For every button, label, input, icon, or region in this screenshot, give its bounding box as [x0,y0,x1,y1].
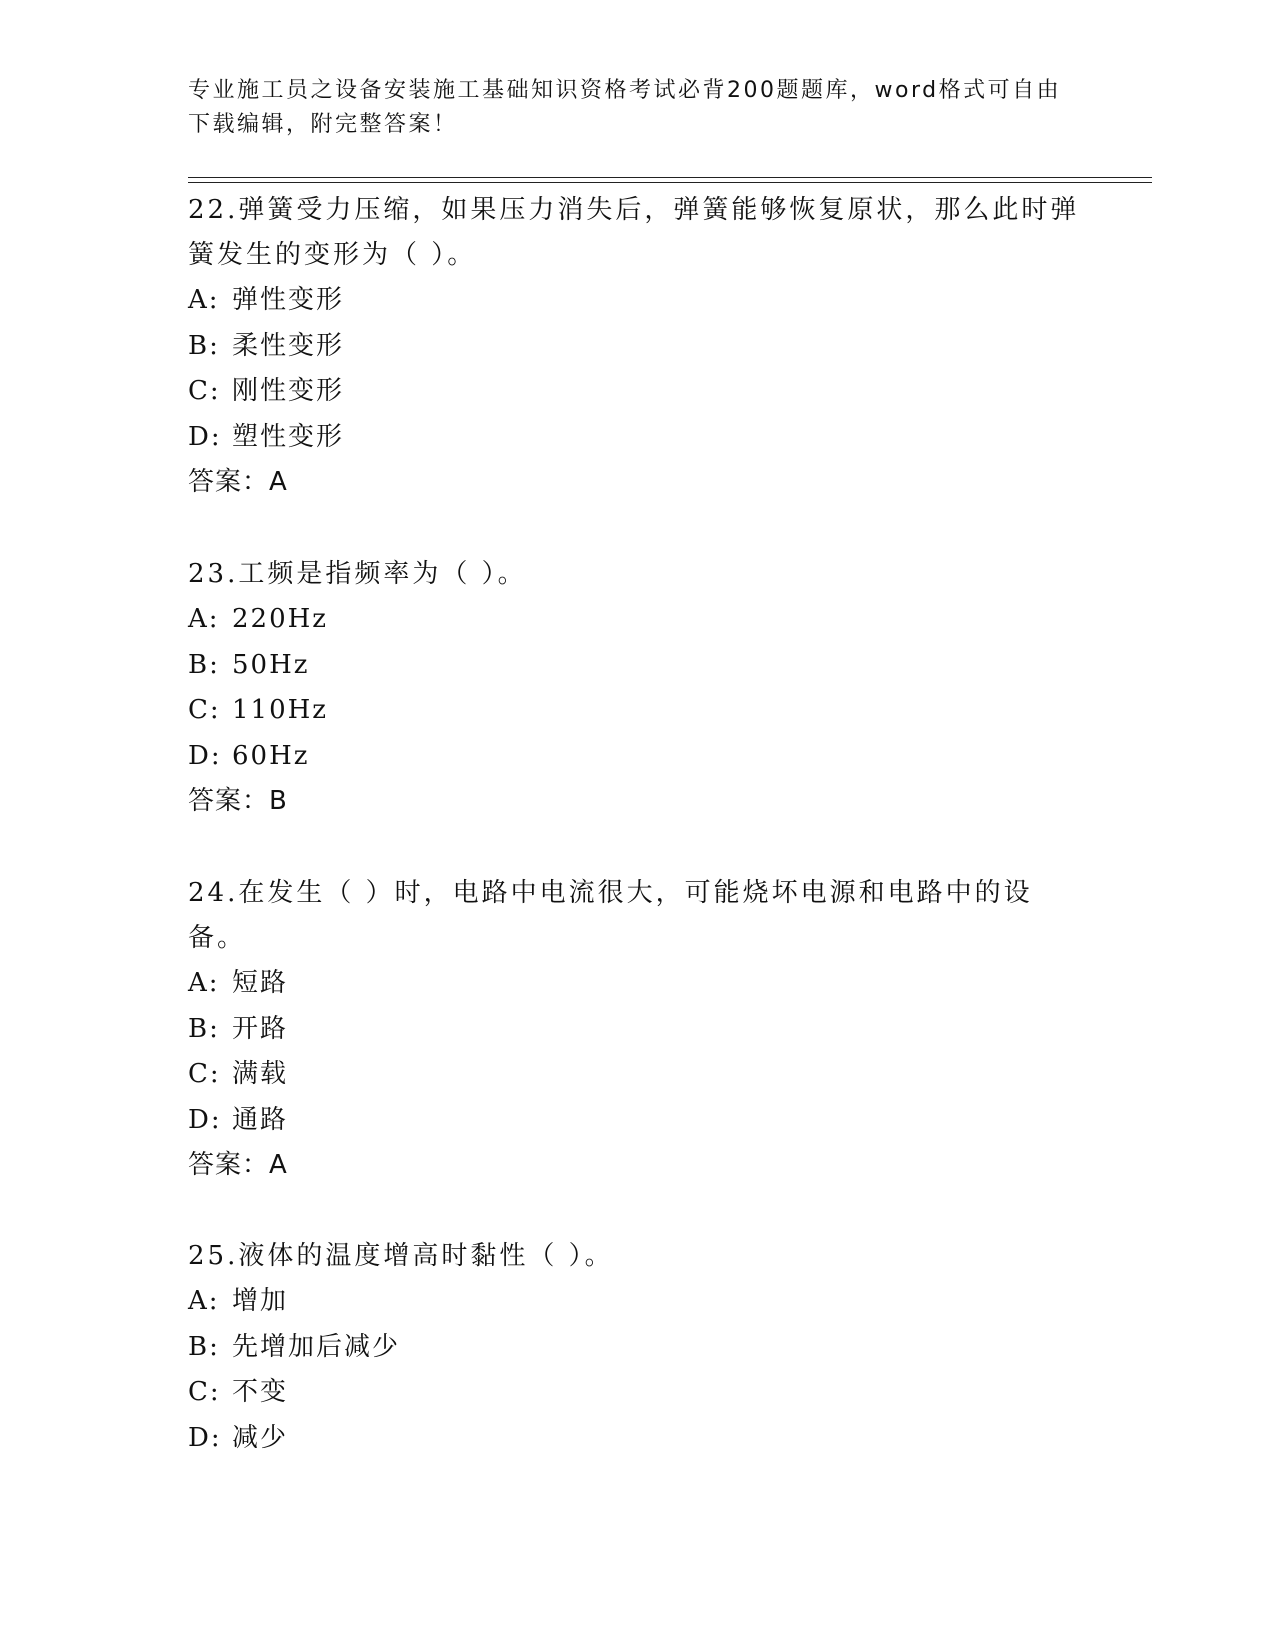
option-text: 不变 [232,1377,289,1407]
option-letter: C: [188,695,221,725]
option-b [188,1325,1088,1371]
option-text: 满载 [232,1059,289,1089]
option-d [188,1098,1088,1144]
option-letter: B: [188,649,220,680]
option-letter: B: [188,330,220,361]
option-letter: B: [188,1013,220,1044]
option-text: 60Hz [232,740,310,771]
question-22 [188,188,1088,505]
option-a [188,278,1088,324]
option-c [188,369,1088,415]
option-text: 先增加后减少 [232,1331,401,1362]
header-divider-bottom [188,182,1152,183]
option-text: 减少 [232,1422,289,1453]
option-letter: A: [188,968,220,998]
question-stem: 22.弹簧受力压缩，如果压力消失后，弹簧能够恢复原状，那么此时弹簧发生的变形为（ ）。 [188,195,1080,270]
option-text: 刚性变形 [232,376,345,406]
option-letter: C: [188,376,221,406]
answer-line: 答案：B [188,786,288,816]
option-letter: A: [188,604,220,634]
question-stem: 24.在发生（ ）时，电路中电流很大，可能烧坏电源和电路中的设备。 [188,878,1033,953]
option-letter: A: [188,285,220,315]
option-c [188,688,1088,734]
option-a [188,961,1088,1007]
option-letter: D: [188,740,222,771]
option-text: 220Hz [232,604,328,634]
option-text: 110Hz [232,695,328,725]
option-letter: D: [188,1104,222,1135]
option-d [188,734,1088,780]
option-text: 柔性变形 [232,330,345,361]
answer-line: 答案：A [188,1150,288,1180]
answer-line: 答案：A [188,467,288,497]
option-text: 短路 [232,968,289,998]
option-a [188,597,1088,643]
option-text: 通路 [232,1104,289,1135]
option-text: 50Hz [232,649,310,680]
option-b [188,643,1088,689]
option-letter: B: [188,1331,220,1362]
question-stem: 25.液体的温度增高时黏性（ ）。 [188,1241,614,1271]
question-stem: 23.工频是指频率为（ ）。 [188,559,527,589]
option-b [188,324,1088,370]
option-text: 增加 [232,1286,289,1316]
option-b [188,1007,1088,1053]
option-a [188,1279,1088,1325]
option-letter: C: [188,1059,221,1089]
option-letter: C: [188,1377,221,1407]
option-letter: A: [188,1286,220,1316]
option-c [188,1052,1088,1098]
option-text: 塑性变形 [232,421,345,452]
question-23 [188,552,1088,824]
option-letter: D: [188,421,222,452]
header-divider-top [188,177,1152,178]
question-25 [188,1234,1088,1461]
option-d [188,415,1088,461]
document-header: 专业施工员之设备安装施工基础知识资格考试必背200题题库，word格式可自由下载编辑，附完整答案！ [188,78,1062,137]
option-c [188,1370,1088,1416]
option-d [188,1416,1088,1462]
option-text: 开路 [232,1013,289,1044]
question-24 [188,871,1088,1188]
option-letter: D: [188,1422,222,1453]
option-text: 弹性变形 [232,285,345,315]
